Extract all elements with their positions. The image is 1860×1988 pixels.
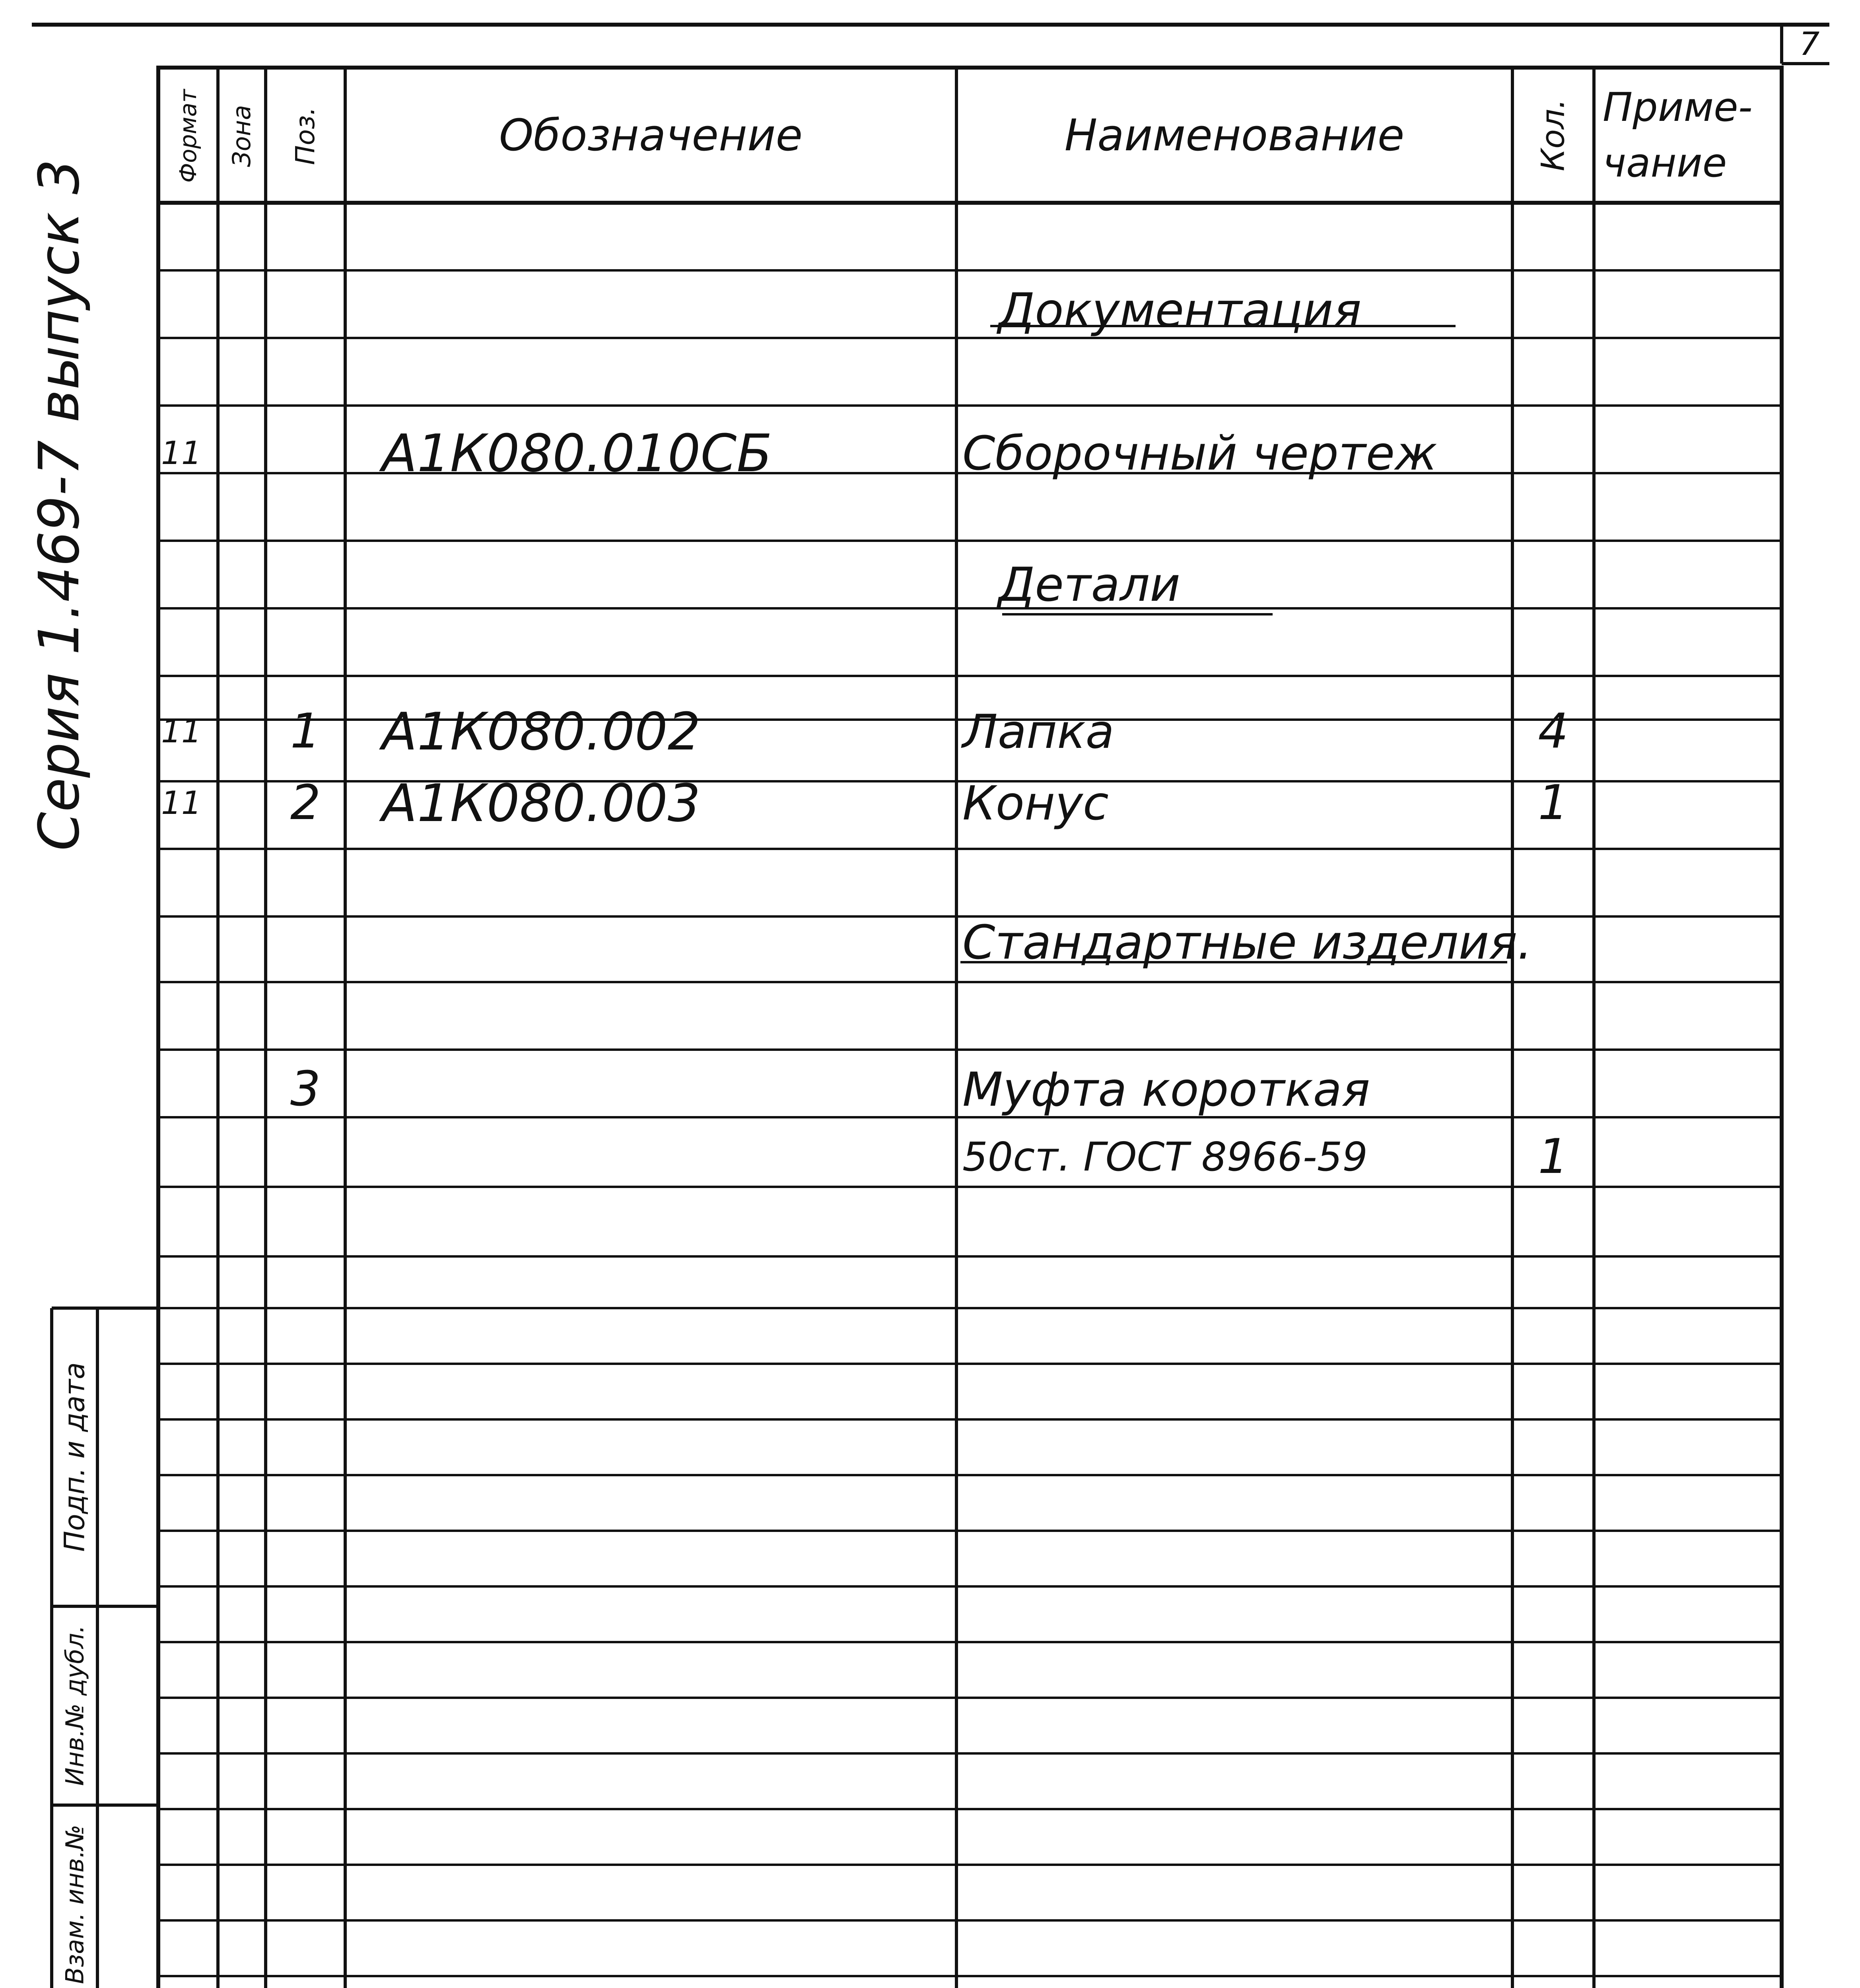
cell-pos bbox=[266, 549, 345, 620]
cell-format bbox=[161, 549, 217, 620]
cell-zone bbox=[218, 549, 266, 620]
cell-zone bbox=[218, 417, 266, 489]
series-label: Серия 1.469-7 выпуск 3 bbox=[27, 159, 92, 851]
cell-zone bbox=[218, 696, 266, 767]
cell-format bbox=[161, 1054, 217, 1125]
cell-pos bbox=[266, 1121, 345, 1193]
cell-name: Детали bbox=[998, 557, 1180, 612]
cell-note bbox=[1595, 767, 1782, 839]
cell-note bbox=[1595, 274, 1782, 346]
cell-name: Стандартные изделия. bbox=[962, 915, 1532, 970]
cell-format bbox=[161, 274, 217, 346]
header-note: Приме-чание bbox=[1603, 84, 1753, 186]
cell-qty bbox=[1512, 417, 1594, 489]
header-qty: Кол. bbox=[1534, 99, 1572, 171]
cell-format: 11 bbox=[161, 784, 202, 821]
cell-qty bbox=[1512, 274, 1594, 346]
cell-name: Лапка bbox=[962, 704, 1114, 759]
sheet-number: 7 bbox=[1799, 25, 1820, 62]
header-pos: Поз. bbox=[290, 107, 321, 165]
header-designation: Обозначение bbox=[499, 110, 803, 161]
cell-designation bbox=[382, 274, 954, 346]
cell-name: Конус bbox=[962, 776, 1109, 831]
cell-format: 11 bbox=[161, 435, 202, 472]
cell-note bbox=[1595, 549, 1782, 620]
side-stamp-podp-data-2: Подп. и дата bbox=[58, 1362, 91, 1552]
cell-designation: А1К080.002 bbox=[382, 701, 701, 762]
header-format: Формат bbox=[175, 89, 202, 183]
cell-pos: 1 bbox=[290, 704, 321, 759]
cell-qty bbox=[1512, 907, 1594, 978]
cell-note bbox=[1595, 696, 1782, 767]
cell-qty: 1 bbox=[1538, 1129, 1568, 1184]
cell-note bbox=[1595, 417, 1782, 489]
cell-note bbox=[1595, 907, 1782, 978]
cell-note bbox=[1595, 1121, 1782, 1193]
cell-pos bbox=[266, 274, 345, 346]
cell-format bbox=[161, 1121, 217, 1193]
cell-qty: 4 bbox=[1538, 704, 1568, 759]
cell-format: 11 bbox=[161, 713, 202, 750]
cell-zone bbox=[218, 1121, 266, 1193]
cell-zone bbox=[218, 767, 266, 839]
cell-qty bbox=[1512, 549, 1594, 620]
cell-designation bbox=[382, 907, 954, 978]
cell-zone bbox=[218, 907, 266, 978]
cell-designation bbox=[382, 549, 954, 620]
cell-name: Сборочный чертеж bbox=[962, 426, 1437, 481]
cell-name: Муфта короткая bbox=[962, 1062, 1370, 1117]
header-zone: Зона bbox=[227, 105, 256, 167]
cell-pos: 3 bbox=[290, 1062, 321, 1117]
cell-designation: А1К080.010СБ bbox=[382, 423, 772, 483]
cell-name: Документация bbox=[998, 283, 1362, 338]
side-stamp-inv-dubl: Инв.№ дубл. bbox=[60, 1625, 89, 1786]
cell-designation bbox=[382, 1121, 954, 1193]
cell-qty: 1 bbox=[1538, 775, 1568, 831]
cell-zone bbox=[218, 274, 266, 346]
cell-name: 50ст. ГОСТ 8966-59 bbox=[962, 1134, 1368, 1180]
cell-pos bbox=[266, 417, 345, 489]
cell-format bbox=[161, 907, 217, 978]
header-name: Наименование bbox=[1064, 110, 1405, 161]
cell-designation bbox=[382, 1054, 954, 1125]
cell-zone bbox=[218, 1054, 266, 1125]
cell-note bbox=[1595, 1054, 1782, 1125]
cell-qty bbox=[1512, 1054, 1594, 1125]
cell-pos: 2 bbox=[290, 775, 321, 831]
cell-designation: А1К080.003 bbox=[382, 773, 701, 833]
side-stamp-vzam-inv: Взам. инв.№ bbox=[60, 1824, 89, 1984]
cell-pos bbox=[266, 907, 345, 978]
